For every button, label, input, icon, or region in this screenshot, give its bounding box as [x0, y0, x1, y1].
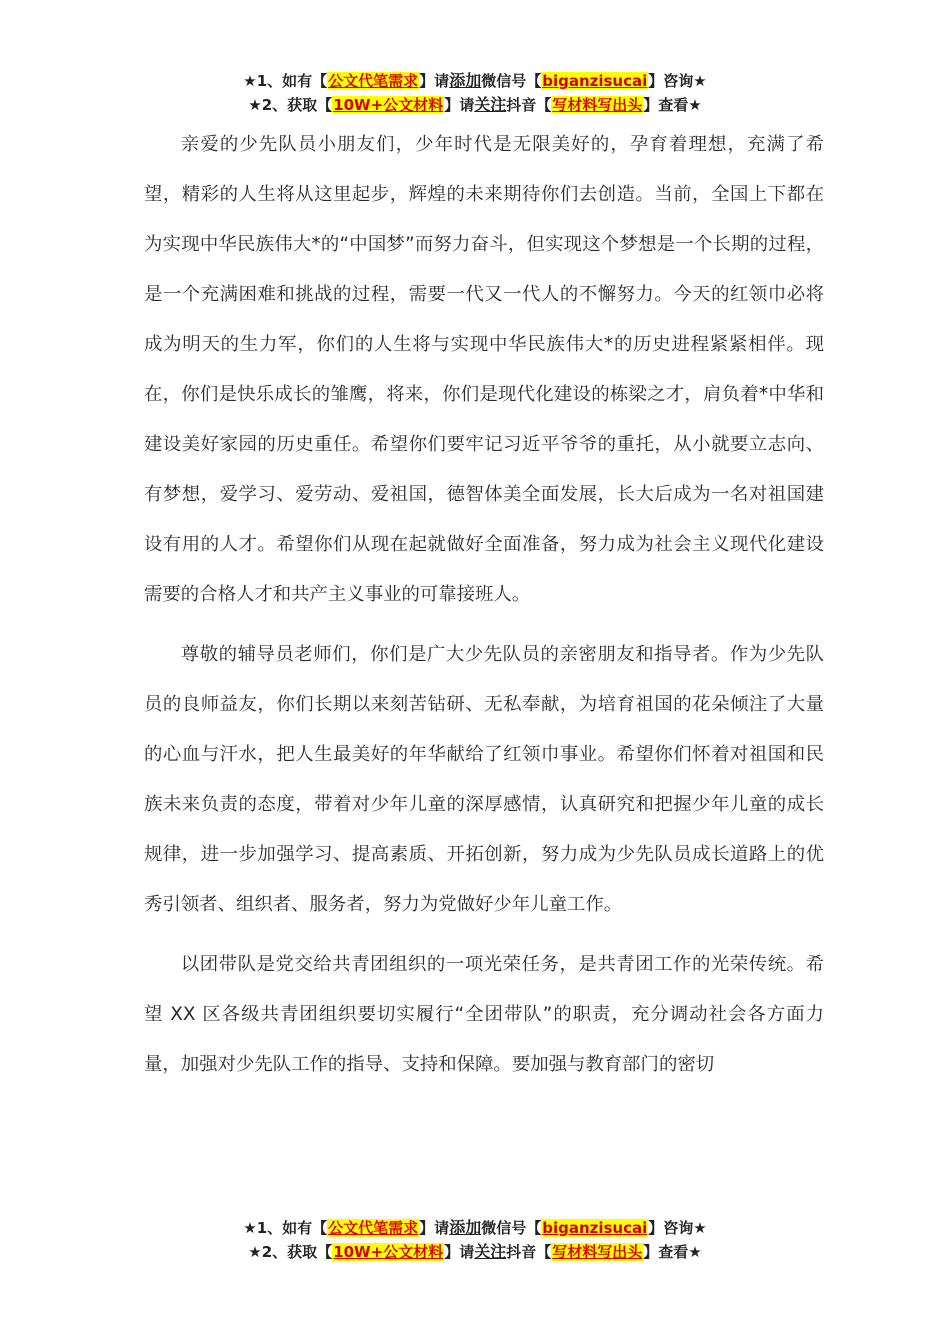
- underlined-text: 关注: [474, 1242, 507, 1261]
- highlight-materials: 10W+公文材料: [333, 96, 444, 114]
- banner-text: 微信号【: [481, 72, 542, 90]
- banner-text: 抖音【: [506, 1243, 552, 1261]
- banner-text: 】请: [444, 1243, 475, 1261]
- paragraph-3: 以团带队是党交给共青团组织的一项光荣任务，是共青团工作的光荣传统。希望 XX 区各级共青团组织要切实履行“全团带队”的职责，充分调动社会各方面力量，加强对少先队工作的指导、支持和保障。要加强与教育部门的密切: [144, 954, 824, 1075]
- paragraph-2: 尊敬的辅导员老师们，你们是广大少先队员的亲密朋友和指导者。作为少先队员的良师益友，你们长期以来刻苦钻研、无私奉献，为培育祖国的花朵倾注了大量的心血与汗水，把人生最美好的年华献给了红领巾事业。希望你们怀着对祖国和民族未来负责的态度，带着对少年儿童的深厚感情，认真研究和把握少年儿童的成长规律，进一步加强学习、提高素质、开拓创新，努力成为少先队员成长道路上的优秀引领者、组织者、服务者，努力为党做好少年儿童工作。: [144, 644, 824, 915]
- document-body: [144, 120, 824, 1100]
- banner-text: ★2、获取【: [248, 96, 333, 114]
- highlight-materials: 10W+公文材料: [333, 1243, 444, 1261]
- banner-text: 】咨询★: [648, 1219, 707, 1237]
- header-banner: [0, 69, 950, 117]
- highlight-douyin-account: 写材料写出头: [552, 96, 643, 114]
- banner-text: 抖音【: [506, 96, 552, 114]
- banner-text: 】请: [419, 1219, 450, 1237]
- banner-text: 】请: [419, 72, 450, 90]
- footer-banner: [0, 1216, 950, 1264]
- banner-text: 】咨询★: [648, 72, 707, 90]
- banner-text: 】查看★: [643, 96, 702, 114]
- highlight-service: 公文代笔需求: [328, 72, 419, 90]
- highlight-wechat-id: biganzisucai: [542, 72, 648, 90]
- underlined-text: 添加: [449, 1218, 482, 1237]
- banner-text: ★1、如有【: [243, 72, 328, 90]
- underlined-text: 关注: [474, 95, 507, 114]
- header-banner-line-1: [0, 69, 950, 93]
- banner-text: ★2、获取【: [248, 1243, 333, 1261]
- underlined-text: 添加: [449, 71, 482, 90]
- highlight-wechat-id: biganzisucai: [542, 1219, 648, 1237]
- banner-text: 微信号【: [481, 1219, 542, 1237]
- banner-text: 】请: [444, 96, 475, 114]
- highlight-service: 公文代笔需求: [328, 1219, 419, 1237]
- highlight-douyin-account: 写材料写出头: [552, 1243, 643, 1261]
- footer-banner-line-1: [0, 1216, 950, 1240]
- banner-text: ★1、如有【: [243, 1219, 328, 1237]
- paragraph-1: 亲爱的少先队员小朋友们，少年时代是无限美好的，孕育着理想，充满了希望，精彩的人生将从这里起步，辉煌的未来期待你们去创造。当前，全国上下都在为实现中华民族伟大*的“中国梦”而努力奋斗，但实现这个梦想是一个长期的过程，是一个充满困难和挑战的过程，需要一代又一代人的不懈努力。今天的红领巾必将成为明天的生力军，你们的人生将与实现中华民族伟大*的历史进程紧紧相伴。现在，你们是快乐成长的雏鹰，将来，你们是现代化建设的栋梁之才，肩负着*中华和建设美好家园的历史重任。希望你们要牢记习近平爷爷的重托，从小就要立志向、有梦想，爱学习、爱劳动、爱祖国，德智体美全面发展，长大后成为一名对祖国建设有用的人才。希望你们从现在起就做好全面准备，努力成为社会主义现代化建设需要的合格人才和共产主义事业的可靠接班人。: [144, 134, 824, 605]
- header-banner-line-2: [0, 93, 950, 117]
- banner-text: 】查看★: [643, 1243, 702, 1261]
- footer-banner-line-2: [0, 1240, 950, 1264]
